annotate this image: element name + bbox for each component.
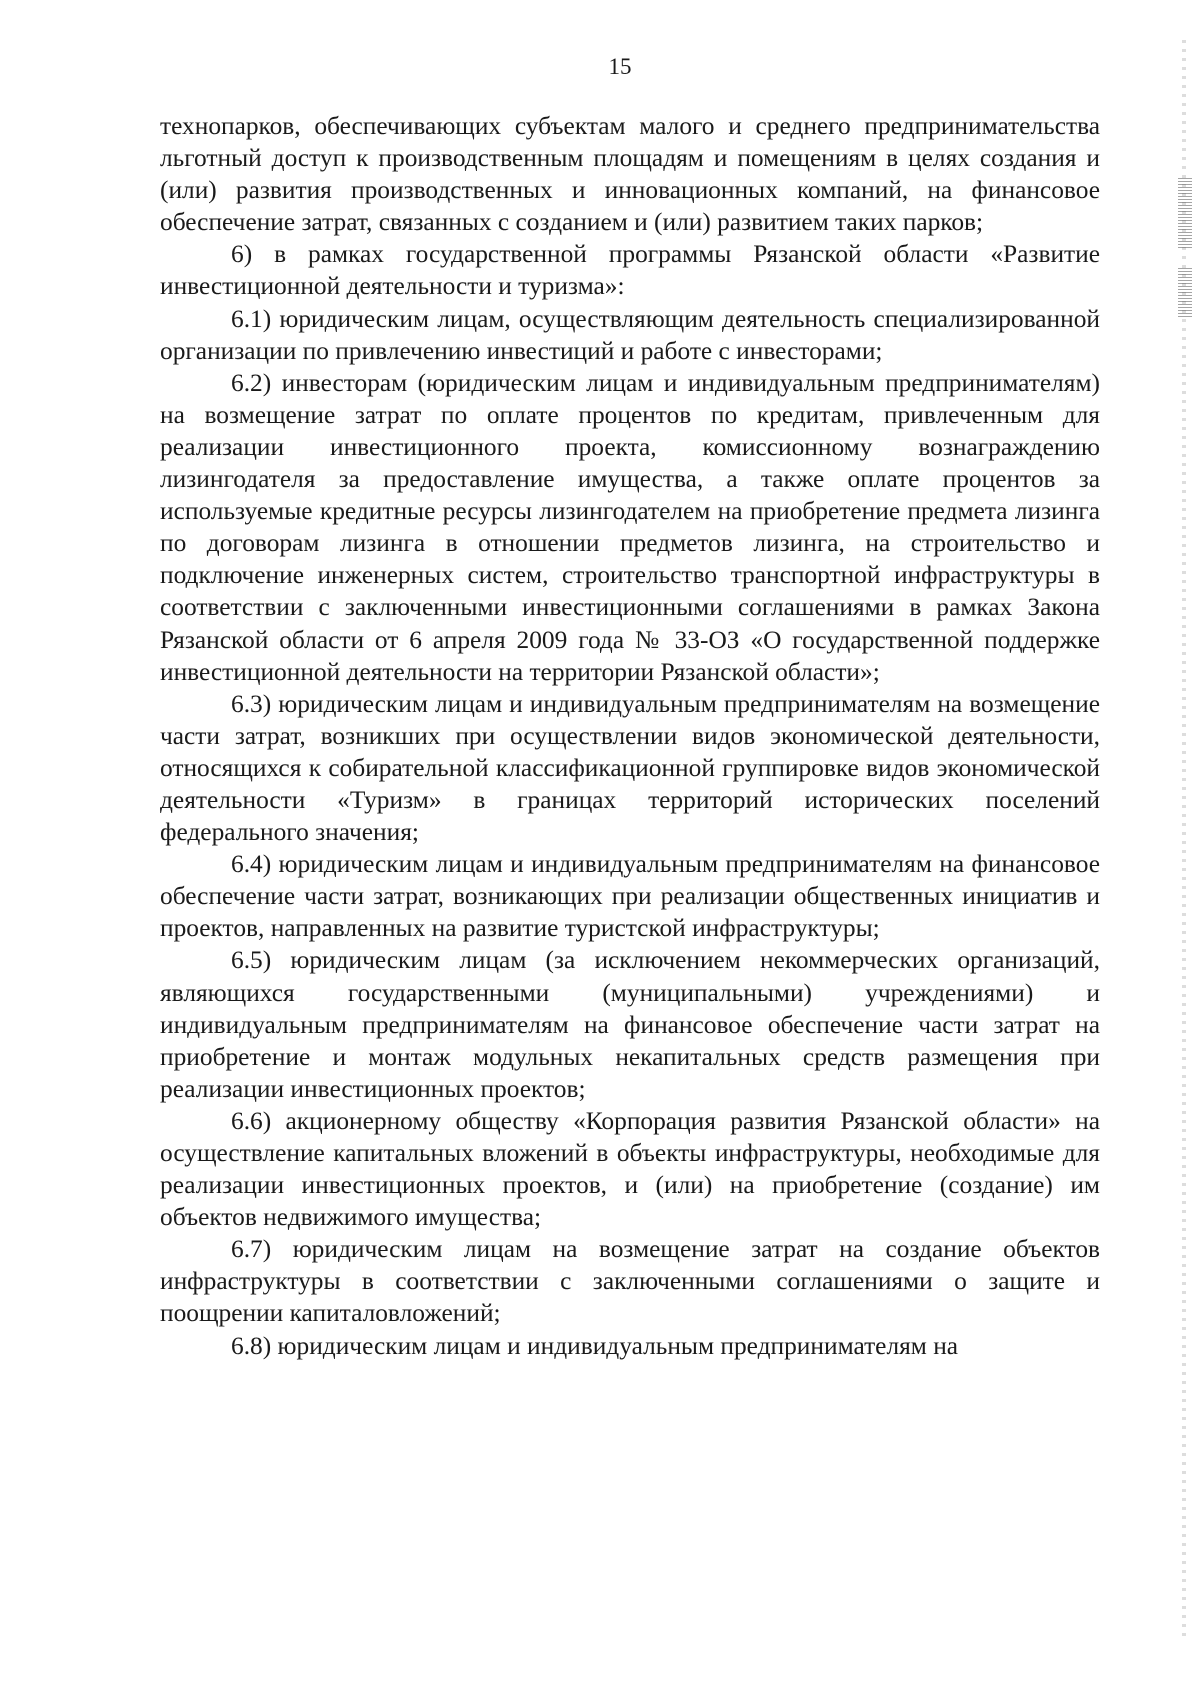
- paragraph-item-6-7: 6.7) юридическим лицам на возмещение затрат на создание объектов инфраструктуры в соответствии с заключенными соглашениями о защите и поощрении капиталовложений;: [160, 1235, 1100, 1328]
- page-number: 15: [608, 54, 632, 79]
- paragraph-item-6-2: 6.2) инвесторам (юридическим лицам и индивидуальным предпринимателям) на возмещение затрат по оплате процентов по кредитам, привлеченным для реализации инвестиционного проекта, комиссионному вознаграждению лизингодателя за предоставление имущества, а также оплате процентов за используемые кредитные ресурсы лизингодателем на приобретение предмета лизинга по договорам лизинга в отношении предметов лизинга, на строительство и подключение инженерных систем, строительство транспортной инфраструктуры в соответствии с заключенными инвестиционными соглашениями в рамках Закона Рязанской области от 6 апреля 2009 года № 33-ОЗ «О государственной поддержке инвестиционной деятельности на территории Рязанской области»;: [160, 368, 1100, 686]
- paragraph-item-6-4: 6.4) юридическим лицам и индивидуальным предпринимателям на финансовое обеспечение части затрат, возникающих при реализации общественных инициатив и проектов, направленных на развитие туристской инфраструктуры;: [160, 850, 1100, 943]
- paragraph-item-6-6: 6.6) акционерному обществу «Корпорация развития Рязанской области» на осуществление капитальных вложений в объекты инфраструктуры, необходимые для реализации инвестиционных проектов, и (или) на приобретение (создание) им объектов недвижимого имущества;: [160, 1106, 1100, 1232]
- scan-mark-artifact: [1178, 178, 1192, 248]
- paragraph-item-6-3: 6.3) юридическим лицам и индивидуальным предпринимателям на возмещение части затрат, возникших при осуществлении видов экономической деятельности, относящихся к собирательной классификационной группировке видов экономической деятельности «Туризм» в границах территорий исторических поселений федерального значения;: [160, 689, 1100, 847]
- paragraph-item-6-5: 6.5) юридическим лицам (за исключением некоммерческих организаций, являющихся государственными (муниципальными) учреждениями) и индивидуальным предпринимателям на финансовое обеспечение части затрат на приобретение и монтаж модульных некапитальных средств размещения при реализации инвестиционных проектов;: [160, 946, 1100, 1103]
- paragraph-item-6: 6) в рамках государственной программы Рязанской области «Развитие инвестиционной деятельности и туризма»:: [160, 240, 1100, 301]
- scan-mark-artifact: [1178, 268, 1192, 318]
- paragraph-item-6-1: 6.1) юридическим лицам, осуществляющим деятельность специализированной организации по привлечению инвестиций и работе с инвесторами;: [160, 304, 1100, 365]
- paragraph-technoparks: технопарков, обеспечивающих субъектам малого и среднего предпринимательства льготный доступ к производственным площадям и помещениям в целях создания и (или) развития производственных и инновационных компаний, на финансовое обеспечение затрат, связанных с созданием и (или) развитием таких парков;: [160, 112, 1100, 237]
- paragraph-item-6-8: 6.8) юридическим лицам и индивидуальным предпринимателям на: [231, 1331, 959, 1360]
- document-body: [160, 110, 1100, 1362]
